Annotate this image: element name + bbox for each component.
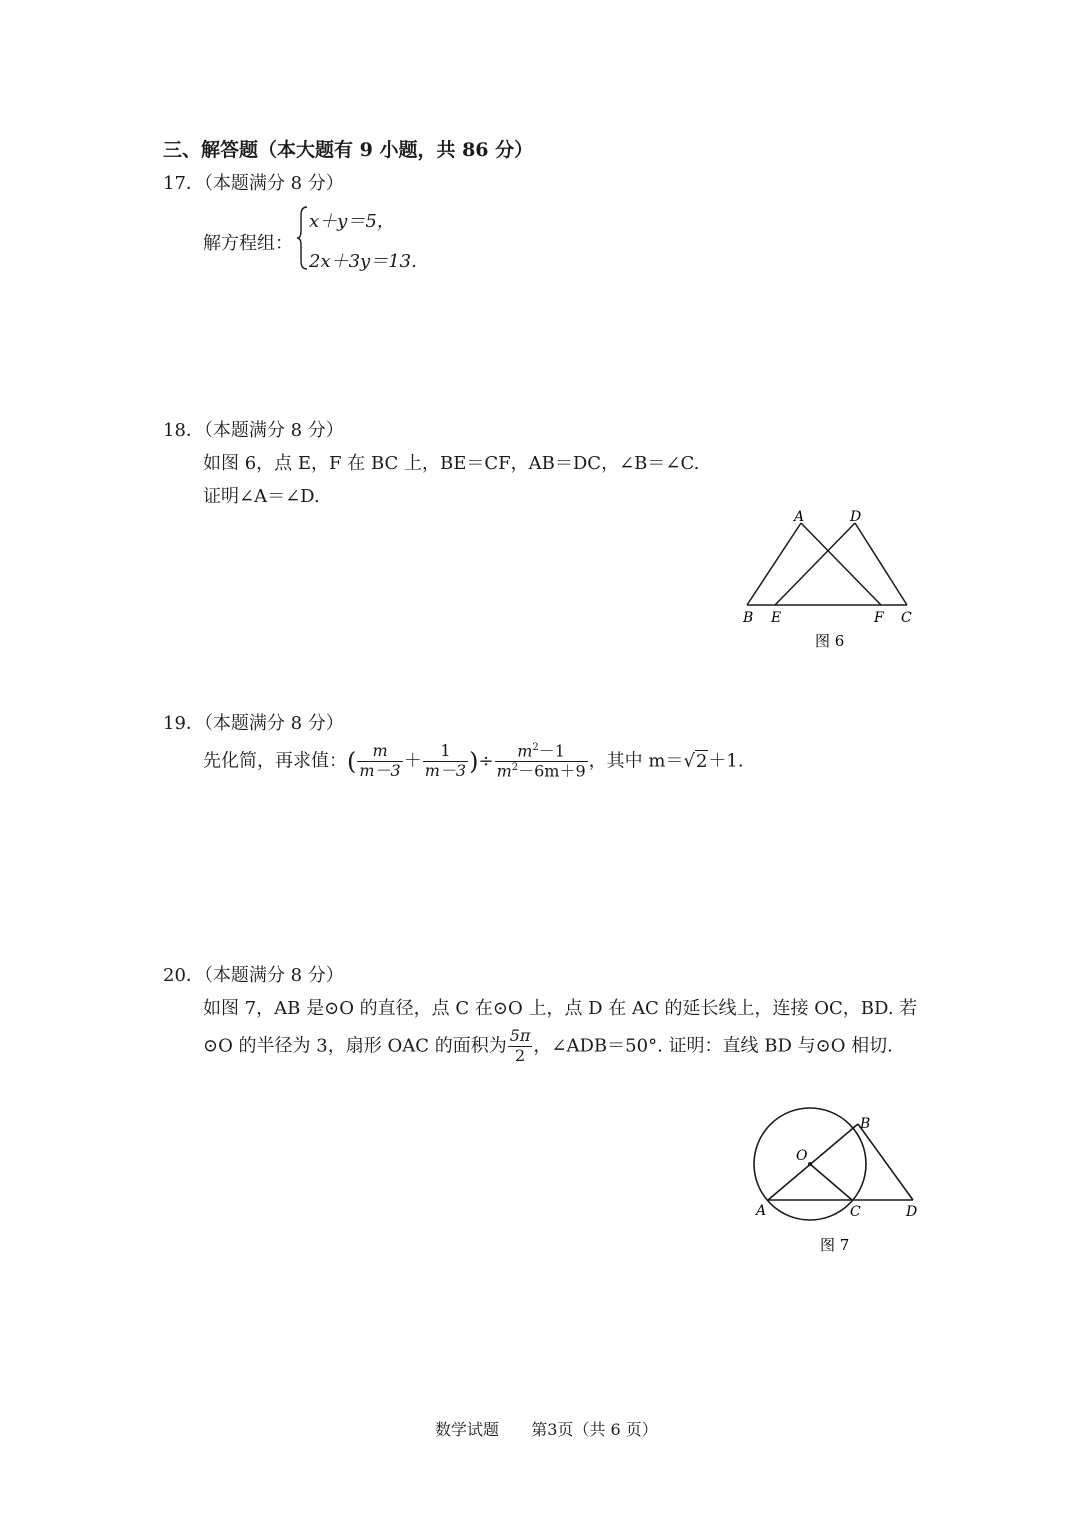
q19-tail-end: ＋1.	[708, 750, 744, 772]
label-a: A	[794, 509, 805, 525]
fraction-3-den-rest: －6m＋9	[518, 761, 586, 781]
q20-line-2-start: ⊙O 的半径为 3，扇形 OAC 的面积为	[203, 1035, 507, 1057]
q18-line-2: 证明∠A＝∠D.	[203, 486, 320, 507]
q18-header: 18．（本题满分 8 分）	[163, 420, 344, 441]
fraction-5pi-over-2	[508, 1028, 533, 1065]
divide-sign: ÷	[478, 750, 494, 772]
fraction-2	[423, 743, 468, 780]
section-title: 三、解答题（本大题有 9 小题，共 86 分）	[163, 139, 534, 161]
segment-ed	[775, 523, 855, 605]
label-d7: D	[906, 1204, 918, 1220]
diameter-ab	[768, 1124, 858, 1200]
fraction-3-den-exp: 2	[511, 762, 519, 774]
fraction-3-num-exp: 2	[532, 742, 539, 753]
fraction-2-denominator: m－3	[424, 761, 467, 781]
label-d: D	[850, 509, 862, 525]
fraction-3-denominator	[495, 762, 588, 780]
open-paren: (	[347, 747, 357, 776]
q17-equation-2: 2x＋3y＝13.	[309, 251, 417, 272]
q17-equation-1: x＋y＝5，	[309, 211, 395, 232]
footer-subject: 数学试题	[435, 1420, 500, 1439]
sqrt-symbol: √	[683, 750, 695, 772]
figure-7	[740, 1100, 930, 1260]
q20-header: 20．（本题满分 8 分）	[163, 965, 344, 986]
label-b: B	[743, 610, 754, 626]
label-b7: B	[860, 1116, 871, 1132]
fraction-1	[357, 743, 402, 780]
center-point-o	[808, 1162, 812, 1166]
fraction-3-numerator	[495, 743, 588, 762]
left-brace	[297, 205, 309, 271]
segment-af	[801, 523, 881, 605]
q17-header: 17．（本题满分 8 分）	[163, 173, 344, 194]
fraction-3-den-var: m	[496, 761, 512, 781]
plus-sign: ＋	[403, 750, 422, 772]
q19-prompt: 先化简，再求值：	[203, 750, 347, 772]
figure-7-caption: 图 7	[820, 1236, 850, 1254]
q19-tail: ，其中 m＝	[588, 750, 684, 772]
footer	[435, 1417, 658, 1440]
figure-6	[735, 505, 925, 655]
q17-prompt: 解方程组：	[203, 233, 293, 254]
fraction-1-denominator: m－3	[359, 761, 401, 781]
fraction-5pi-numerator: 5π	[509, 1026, 531, 1045]
q20-line-2-end: ，∠ADB＝50°. 证明：直线 BD 与⊙O 相切.	[533, 1035, 893, 1057]
fraction-2-numerator: 1	[423, 743, 468, 762]
label-a7: A	[756, 1203, 767, 1219]
q20-line-1: 如图 7，AB 是⊙O 的直径，点 C 在⊙O 上，点 D 在 AC 的延长线上，连接 OC，BD. 若	[203, 998, 918, 1019]
label-o: O	[796, 1148, 808, 1164]
close-paren: )	[469, 747, 479, 776]
fraction-1-numerator: m	[357, 743, 402, 762]
label-e: E	[771, 610, 782, 626]
segment-oc	[810, 1164, 852, 1200]
q19-header: 19．（本题满分 8 分）	[163, 713, 344, 734]
fraction-3	[495, 743, 588, 780]
fraction-3-num-var: m	[517, 741, 533, 761]
q19-expression	[203, 743, 744, 780]
q20-line-2	[203, 1028, 893, 1065]
q18-line-1: 如图 6，点 E，F 在 BC 上，BE＝CF，AB＝DC，∠B＝∠C.	[203, 453, 700, 474]
sqrt-radicand: 2	[695, 750, 708, 772]
fraction-5pi-denominator: 2	[514, 1045, 526, 1065]
label-c: C	[901, 610, 912, 626]
figure-6-caption: 图 6	[815, 632, 845, 650]
fraction-3-num-rest: －1	[538, 741, 565, 761]
label-c7: C	[850, 1204, 861, 1220]
segment-ab	[747, 523, 801, 605]
footer-page: 第3页（共 6 页）	[531, 1420, 658, 1439]
label-f: F	[874, 610, 884, 626]
segment-dc	[855, 523, 907, 605]
